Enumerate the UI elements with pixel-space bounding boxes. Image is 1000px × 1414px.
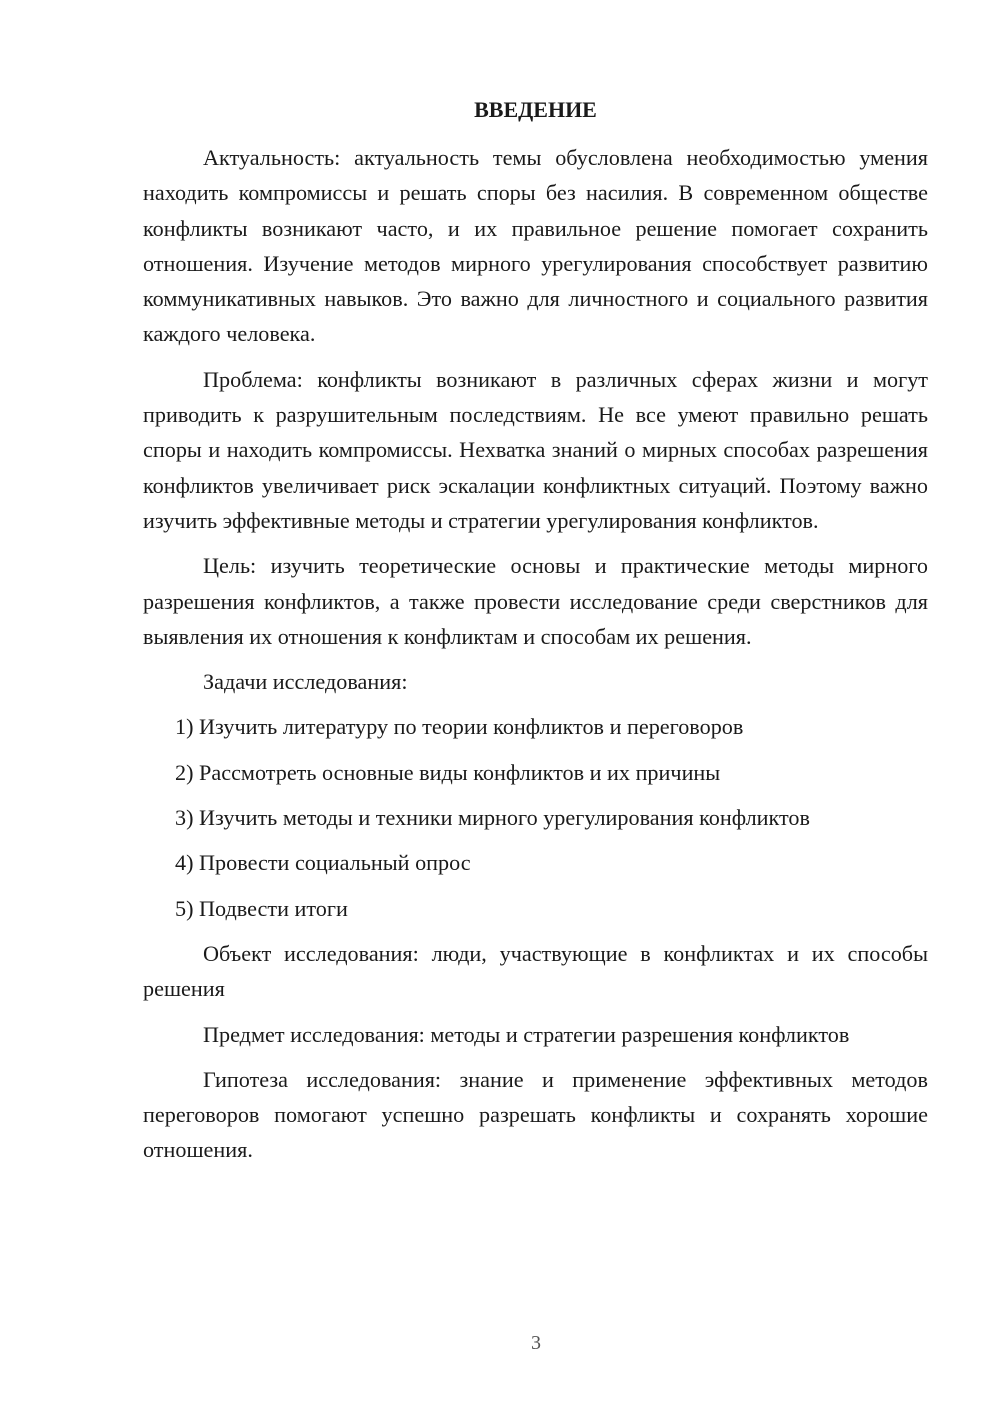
problem-paragraph: Проблема: конфликты возникают в различных сферах жизни и могут приводить к разрушительным последствиям. Не все умеют правильно решать споры и находить компромиссы. Нехватка знаний о мирных способах разрешения конфликтов увеличивает риск эскалации конфликтных ситуаций. Поэтому важно изучить эффективные методы и стратегии урегулирования конфликтов. <box>143 366 928 533</box>
task-item: 3) Изучить методы и техники мирного урегулирования конфликтов <box>175 805 810 831</box>
hypothesis-paragraph: Гипотеза исследования: знание и применение эффективных методов переговоров помогают успешно разрешать конфликты и сохранять хорошие отношения. <box>143 1066 928 1163</box>
task-item: 5) Подвести итоги <box>175 895 348 921</box>
page-number: 3 <box>531 1332 541 1354</box>
object-paragraph: Объект исследования: люди, участвующие в конфликтах и их способы решения <box>143 940 928 1002</box>
document-page <box>143 94 928 1178</box>
task-item: 1) Изучить литературу по теории конфликтов и переговоров <box>175 714 744 740</box>
tasks-heading: Задачи исследования: <box>203 669 408 695</box>
goal-paragraph: Цель: изучить теоретические основы и практические методы мирного разрешения конфликтов, а также провести исследование среди сверстников для выявления их отношения к конфликтам и способам их решения. <box>143 553 928 649</box>
subject-paragraph: Предмет исследования: методы и стратегии разрешения конфликтов <box>203 1021 850 1047</box>
relevance-paragraph: Актуальность: актуальность темы обусловлена необходимостью умения находить компромиссы и решать споры без насилия. В современном обществе конфликты возникают часто, и их правильное решение помогает сохранить отношения. Изучение методов мирного урегулирования способствует развитию коммуникативных навыков. Это важно для личностного и социального развития каждого человека. <box>143 145 928 347</box>
task-item: 2) Рассмотреть основные виды конфликтов и их причины <box>175 759 721 785</box>
document-title: ВВЕДЕНИЕ <box>474 97 597 122</box>
task-item: 4) Провести социальный опрос <box>175 850 471 876</box>
task-list <box>143 709 928 925</box>
